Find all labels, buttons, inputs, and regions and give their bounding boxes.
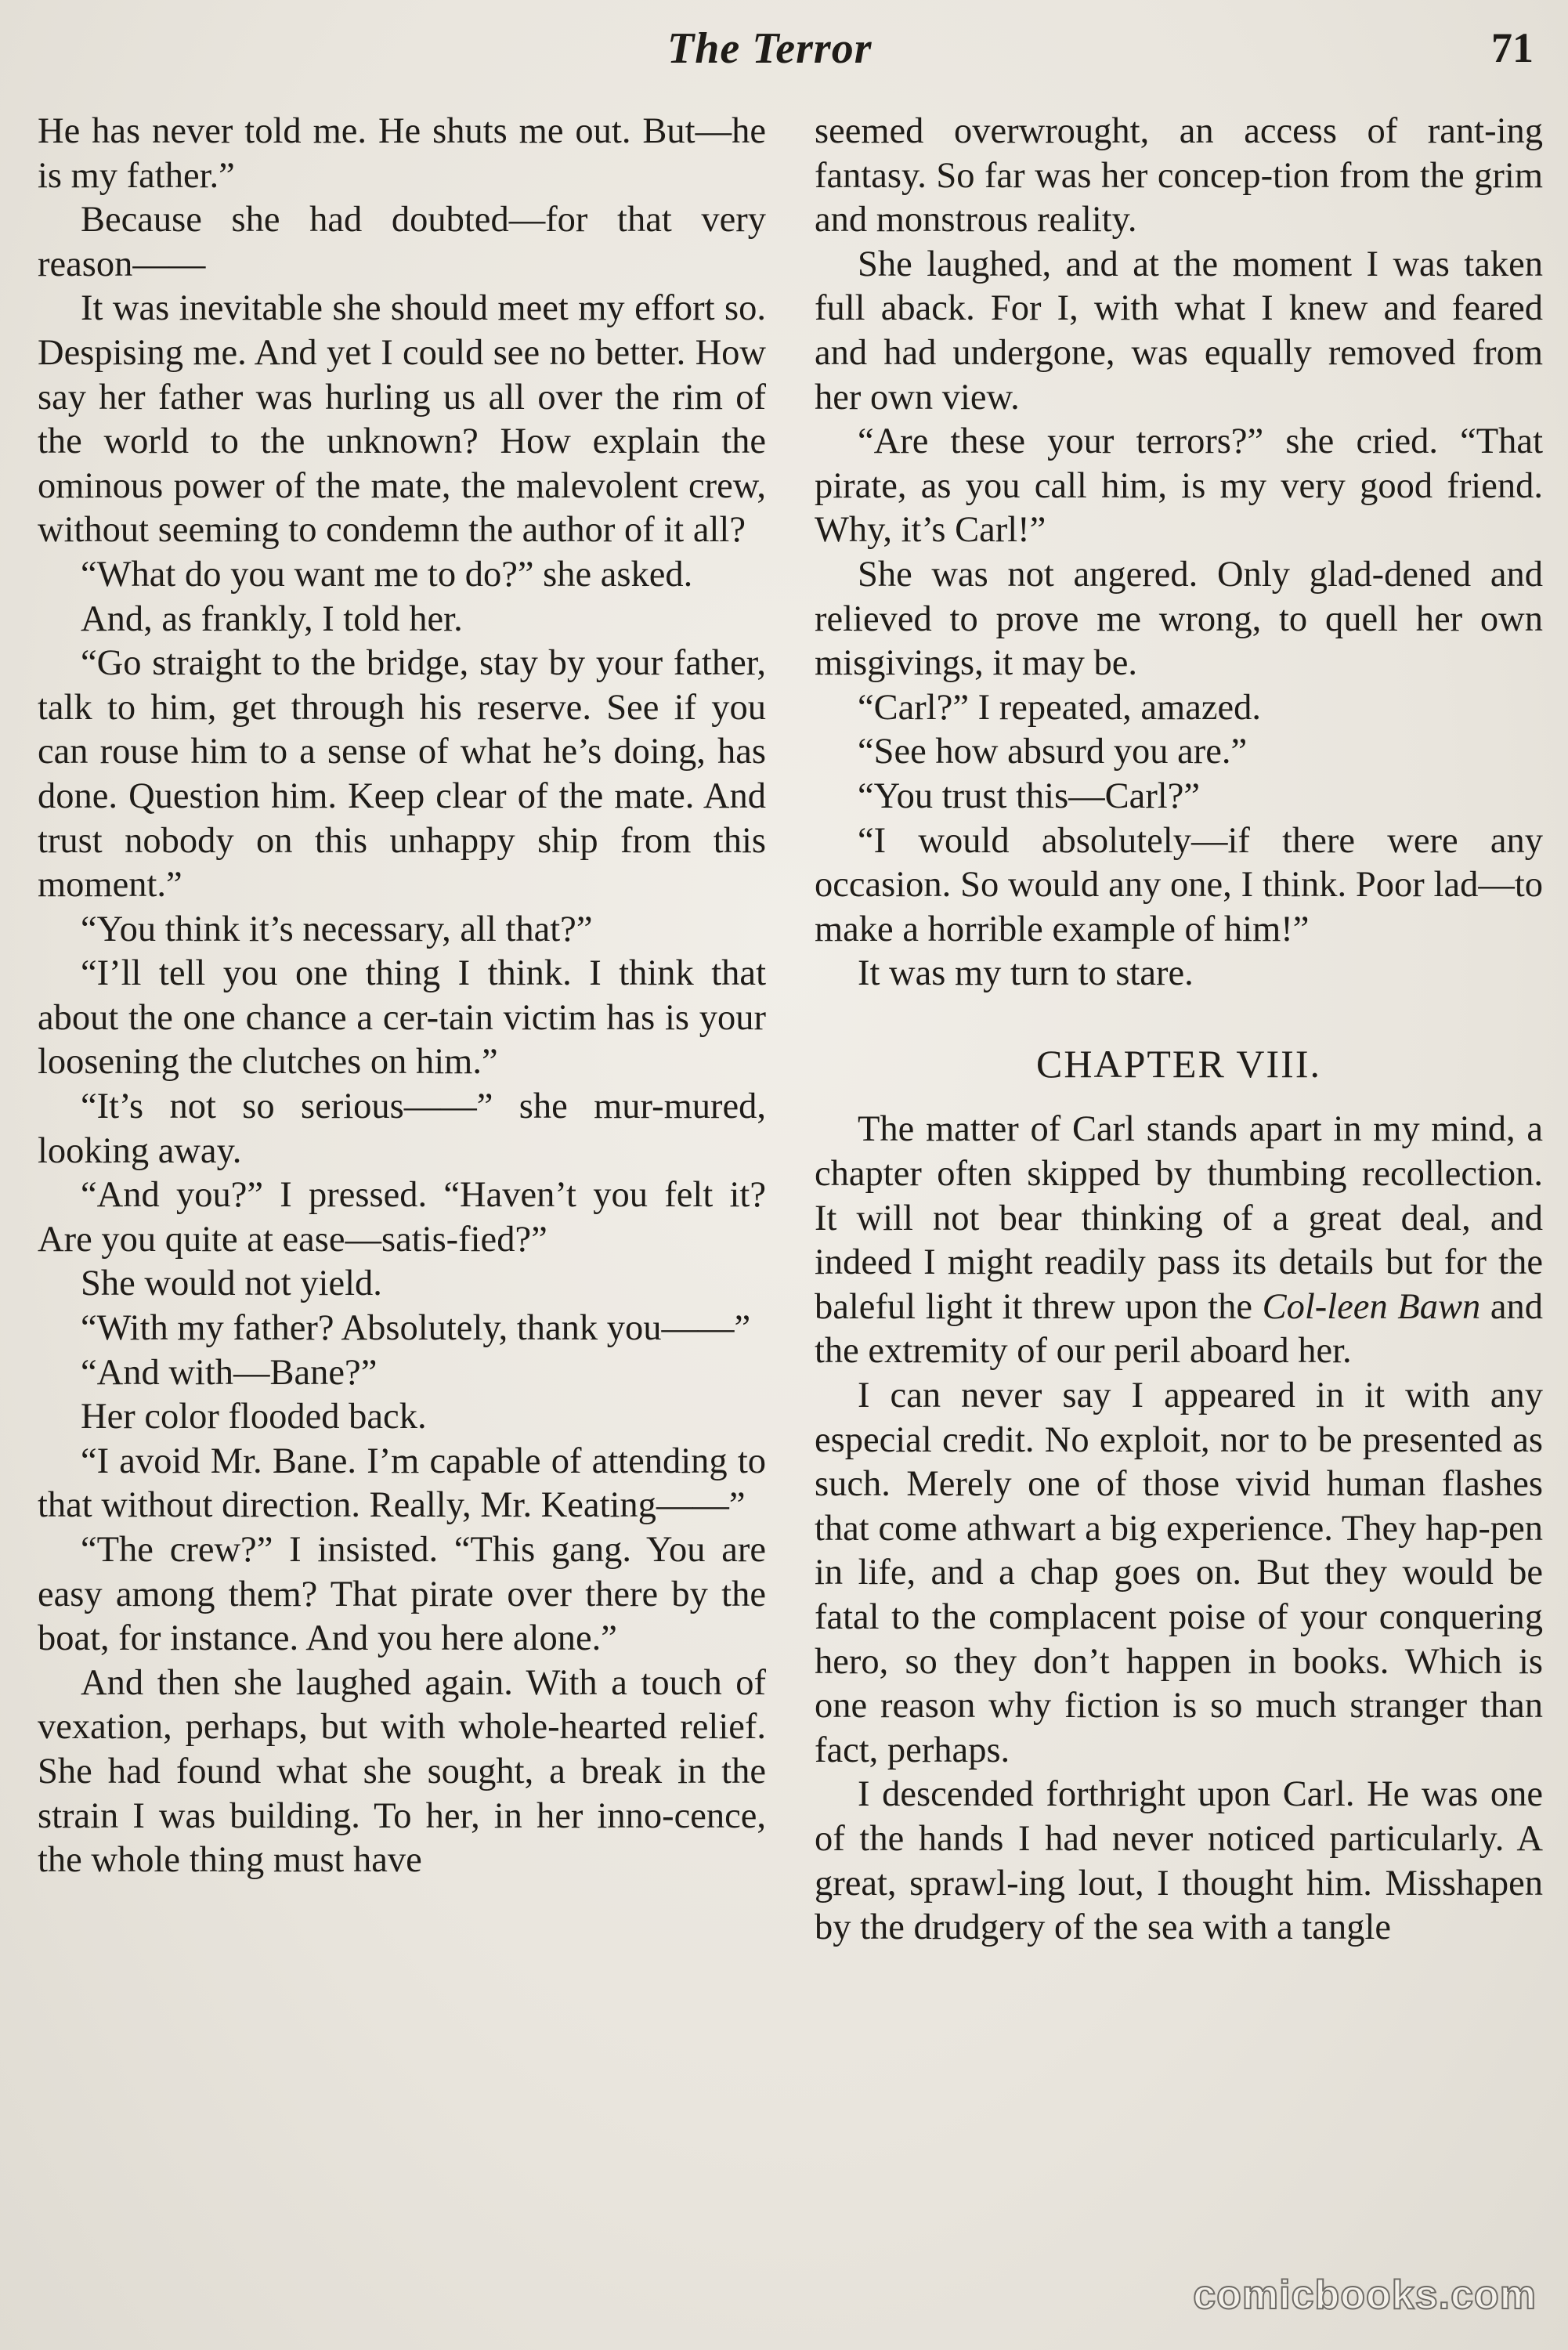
paragraph [815, 1108, 1543, 1374]
paragraph: He has never told me. He shuts me out. But—he is my father.” [38, 111, 766, 196]
paragraph: She would not yield. [81, 1264, 382, 1304]
paragraph: “And with—Bane?” [81, 1352, 378, 1393]
paragraph: “And you?” I pressed. “Haven’t you felt it? Are you quite at ease—satis-fied?” [38, 1175, 766, 1260]
left-column [38, 110, 766, 2334]
paragraph: I can never say I appeared in it with any especial credit. No exploit, nor to be presented as such. Merely one of those vivid human flashes that come athwart a big experience. They hap-pen in life, and a chap goes on. But they would be fatal to the complacent poise of your conquering hero, so they don’t happen in books. Which is one reason why fiction is so much stranger than fact, perhaps. [815, 1376, 1543, 1770]
paragraph: And then she laughed again. With a touch of vexation, perhaps, but with whole-hearted relief. She had found what she sought, a break in the strain I was building. To her, in her inno-cence, the whole thing must have [38, 1662, 766, 1881]
paragraph-continuation: seemed overwrought, an access of rant-ing fantasy. So far was her concep-tion from the grim and monstrous reality. [815, 111, 1543, 240]
paragraph: I descended forthright upon Carl. He was one of the hands I had never noticed particularly. A great, sprawl-ing lout, I thought him. Misshapen by the drudgery of the sea with a tangle [815, 1774, 1543, 1948]
paragraph: “See how absurd you are.” [858, 732, 1248, 772]
page-number: 71 [1491, 24, 1534, 71]
text-run: and the extremity of our peril aboard her. [815, 1286, 1543, 1372]
paragraph: Her color flooded back. [81, 1397, 427, 1437]
paragraph: Because she had doubted—for that very reason—— [38, 200, 766, 284]
watermark: comicbooks.com [1193, 2272, 1537, 2318]
paragraph: And, as frankly, I told her. [81, 598, 463, 639]
page-header [0, 24, 1568, 86]
paragraph: She laughed, and at the moment I was taken full aback. For I, with what I knew and feared and had undergone, was equally removed from her own view. [815, 244, 1543, 418]
paragraph: “You think it’s necessary, all that?” [81, 909, 593, 949]
paragraph: “Are these your terrors?” she cried. “That pirate, as you call him, is my very good friend. Why, it’s Carl!” [815, 421, 1543, 551]
paragraph: “What do you want me to do?” she asked. [81, 554, 693, 595]
paragraph: “It’s not so serious——” she mur-mured, looking away. [38, 1086, 766, 1171]
paragraph: “I would absolutely—if there were any occasion. So would any one, I think. Poor lad—to make a horrible example of him!” [815, 820, 1543, 949]
paragraph: “You trust this—Carl?” [858, 776, 1201, 816]
ship-name: Col-leen Bawn [1262, 1286, 1481, 1327]
paragraph: “I avoid Mr. Bane. I’m capable of attending to that without direction. Really, Mr. Keating——” [38, 1441, 766, 1526]
paragraph: “Go straight to the bridge, stay by your father, talk to him, get through his reserve. See if you can rouse him to a sense of what he’s doing, has done. Question him. Keep clear of the mate. And trust nobody on this unhappy ship from this moment.” [38, 643, 766, 906]
running-title: The Terror [667, 24, 873, 73]
chapter-heading: CHAPTER VIII. [1036, 1041, 1321, 1086]
paragraph: “Carl?” I repeated, amazed. [858, 687, 1262, 728]
text-run: The matter of Carl stands apart in my mind, a chapter often skipped by thumbing recollection. It will not bear thinking of a great deal, and indeed I might readily pass its details but for the baleful light it threw upon the [815, 1109, 1543, 1327]
paragraph: She was not angered. Only glad-dened and relieved to prove me wrong, to quell her own misgivings, it may be. [815, 554, 1543, 684]
paragraph: “I’ll tell you one thing I think. I think that about the one chance a cer-tain victim has is your loosening the clutches on him.” [38, 953, 766, 1083]
paragraph: “The crew?” I insisted. “This gang. You are easy among them? That pirate over there by the boat, for instance. And you here alone.” [38, 1530, 766, 1659]
paragraph: It was my turn to stare. [858, 953, 1194, 994]
paragraph: It was inevitable she should meet my effort so. Despising me. And yet I could see no better. How say her father was hurling us all over the rim of the world to the unknown? How explain the ominous power of the mate, the malevolent crew, without seeming to condemn the author of it all? [38, 288, 766, 551]
right-column [815, 110, 1543, 2334]
paragraph: “With my father? Absolutely, thank you——” [81, 1308, 751, 1349]
